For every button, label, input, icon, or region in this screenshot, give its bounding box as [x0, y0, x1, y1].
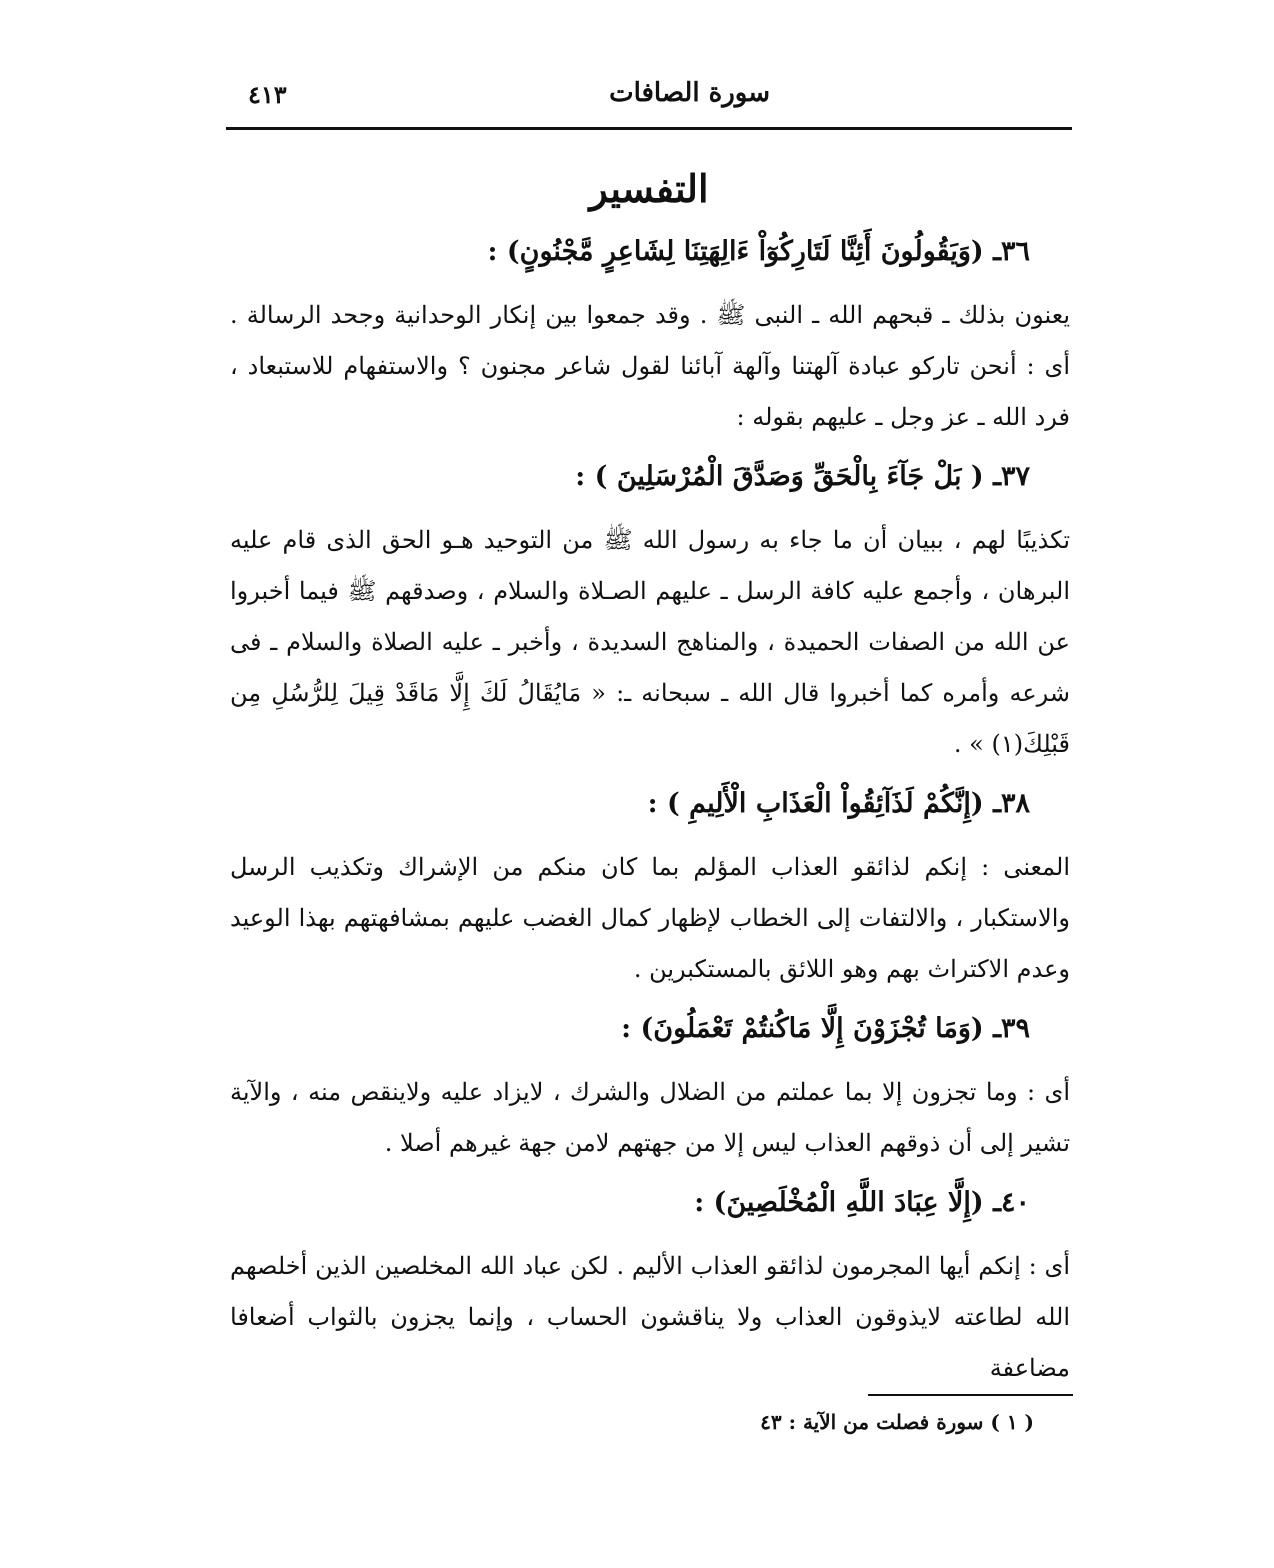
verse-36: ٣٦ـ (وَيَقُولُونَ أَئِنَّا لَتَارِكُوٓاْ ءَالِهَتِنَا لِشَاعِرٍ مَّجْنُونٍ) : — [487, 236, 1030, 267]
running-header — [228, 70, 1070, 128]
header-rule — [226, 127, 1072, 130]
verse-37: ٣٧ـ ( بَلْ جَآءَ بِالْحَقِّ وَصَدَّقَ الْمُرْسَلِينَ ) : — [575, 461, 1030, 492]
footnote-rule — [868, 1394, 1073, 1396]
surah-title: سورة الصافات — [609, 78, 770, 108]
commentary-38: المعنى : إنكم لذائقو العذاب المؤلم بما كان منكم من الإشراك وتكذيب الرسل والاستكبار ، والالتفات إلى الخطاب لإظهار كمال الغضب عليهم بمشافهتهم بهذا الوعيد وعدم الاكتراث بهم وهو اللائق بالمستكبرين . — [230, 853, 1070, 983]
verse-40: ٤٠ـ (إِلَّا عِبَادَ اللَّهِ الْمُخْلَصِينَ) : — [694, 1187, 1030, 1218]
verse-39: ٣٩ـ (وَمَا تُجْزَوْنَ إِلَّا مَاكُنتُمْ تَعْمَلُونَ) : — [621, 1013, 1030, 1044]
commentary-37: تكذيبًا لهم ، ببيان أن ما جاء به رسول الله ﷺ من التوحيد هـو الحق الذى قام عليه البرهان ، وأجمع عليه كافة الرسل ـ عليهم الصـلاة والسلام ، وصدقهم ﷺ فيما أخبروا عن الله من الصفات الحميدة ، والمناهج السديدة ، وأخبر ـ عليه الصلاة والسلام ـ فى شرعه وأمره كما أخبروا قال الله ـ سبحانه ـ: « مَايُقَالُ لَكَ إِلَّا مَاقَدْ قِيلَ لِلرُّسُلِ مِن قَبْلِكَ(١) » . — [230, 526, 1070, 758]
commentary-40: أى : إنكم أيها المجرمون لذائقو العذاب الأليم . لكن عباد الله المخلصين الذين أخلصهم الله لطاعته لايذوقون العذاب ولا يناقشون الحساب ، وإنما يجزون بالثواب أضعافا مضاعفة — [230, 1252, 1070, 1382]
page-number: ٤١٣ — [248, 80, 287, 109]
commentary-body — [230, 226, 1070, 1408]
commentary-36: يعنون بذلك ـ قبحهم الله ـ النبى ﷺ . وقد جمعوا بين إنكار الوحدانية وجحد الرسالة . أى : أنحن تاركو عبادة آلهتنا وآلهة آبائنا لقول شاعر مجنون ؟ والاستفهام للاستبعاد ، فرد الله ـ عز وجل ـ عليهم بقوله : — [230, 301, 1071, 431]
footnote: ( ١ ) سورة فصلت من الآية : ٤٣ — [760, 1410, 1034, 1434]
commentary-39: أى : وما تجزون إلا بما عملتم من الضلال والشرك ، لايزاد عليه ولاينقص منه ، والآية تشير إلى أن ذوقهم العذاب ليس إلا من جهتهم لامن جهة غيرهم أصلا . — [230, 1078, 1070, 1157]
verse-38: ٣٨ـ (إِنَّكُمْ لَذَآئِقُواْ الْعَذَابِ الْأَلِيمِ ) : — [647, 788, 1030, 819]
section-heading: التفسير — [589, 166, 709, 211]
